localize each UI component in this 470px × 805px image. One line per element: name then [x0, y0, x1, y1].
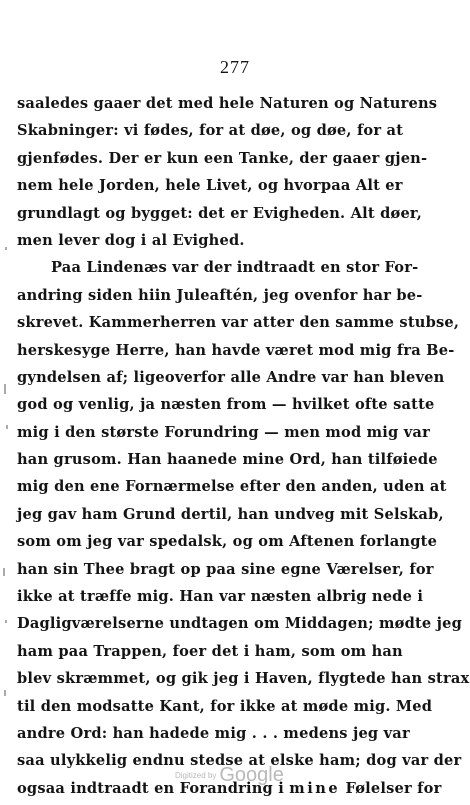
- text-line: mig i den største Forundring — men mod mig var: [17, 423, 430, 441]
- text-line: andring siden hiin Juleaftén, jeg ovenfor har be-: [17, 286, 423, 304]
- margin-mark: [4, 384, 6, 394]
- text-segment: Følelser for: [345, 779, 442, 797]
- google-logo: Google: [219, 764, 284, 786]
- emphasized-word: mine: [289, 779, 341, 797]
- text-line: han grusom. Han haanede mine Ord, han tilføiede: [17, 451, 438, 469]
- text-segment: ogsaa indtraadt en Forandring i: [17, 779, 284, 797]
- text-line: mig den ene Fornærmelse efter den anden, uden at: [17, 478, 447, 496]
- body-text: [17, 90, 470, 802]
- text-line: gyndelsen af; ligeoverfor alle Andre var han bleven: [17, 368, 445, 386]
- margin-mark: [5, 620, 7, 623]
- text-line: Dagligværelserne undtagen om Middagen; mødte jeg: [17, 615, 463, 633]
- margin-mark: [4, 690, 6, 696]
- watermark-prefix: Digitized by: [175, 771, 217, 780]
- margin-mark: [3, 568, 5, 576]
- text-line: ikke at træffe mig. Han var næsten albrig nede i: [17, 588, 424, 606]
- paragraph-start-line: Paa Lindenæs var der indtraadt en stor For-: [51, 259, 419, 277]
- text-line: saaledes gaaer det med hele Naturen og Naturens: [17, 95, 438, 112]
- text-line: god og venlig, ja næsten from — hvilket ofte satte: [17, 396, 435, 414]
- text-line: skrevet. Kammerherren var atter den samme stubse,: [17, 314, 460, 332]
- text-line: grundlagt og bygget: det er Evigheden. Alt døer,: [17, 204, 423, 222]
- text-line: saa ulykkelig endnu stedse at elske ham; dog var der: [17, 752, 462, 770]
- page-number: 277: [220, 57, 250, 77]
- text-line: til den modsatte Kant, for ikke at møde mig. Med: [17, 697, 433, 715]
- text-line: herskesyge Herre, han havde været mod mig fra Be-: [17, 341, 455, 359]
- text-line: blev skræmmet, og gik jeg i Haven, flygtede han strax: [17, 670, 470, 688]
- text-line: som om jeg var spedalsk, og om Aftenen forlangte: [17, 533, 438, 551]
- text-line: han sin Thee bragt op paa sine egne Værelser, for: [17, 560, 434, 578]
- digitized-watermark: [175, 764, 284, 787]
- text-line: nem hele Jorden, hele Livet, og hvorpaa Alt er: [17, 177, 403, 195]
- text-line: Skabninger: vi fødes, for at døe, og døe, for at: [17, 122, 404, 140]
- text-line: ham paa Trappen, foer det i ham, som om han: [17, 642, 403, 660]
- margin-mark: [5, 247, 7, 250]
- margin-mark: [6, 425, 8, 429]
- text-line: andre Ord: han hadede mig . . . medens jeg var: [17, 724, 410, 742]
- text-line: men lever dog i al Evighed.: [17, 231, 245, 249]
- text-line: jeg gav ham Grund dertil, han undveg mit Selskab,: [17, 505, 444, 523]
- text-line: gjenfødes. Der er kun een Tanke, der gaaer gjen-: [17, 149, 428, 167]
